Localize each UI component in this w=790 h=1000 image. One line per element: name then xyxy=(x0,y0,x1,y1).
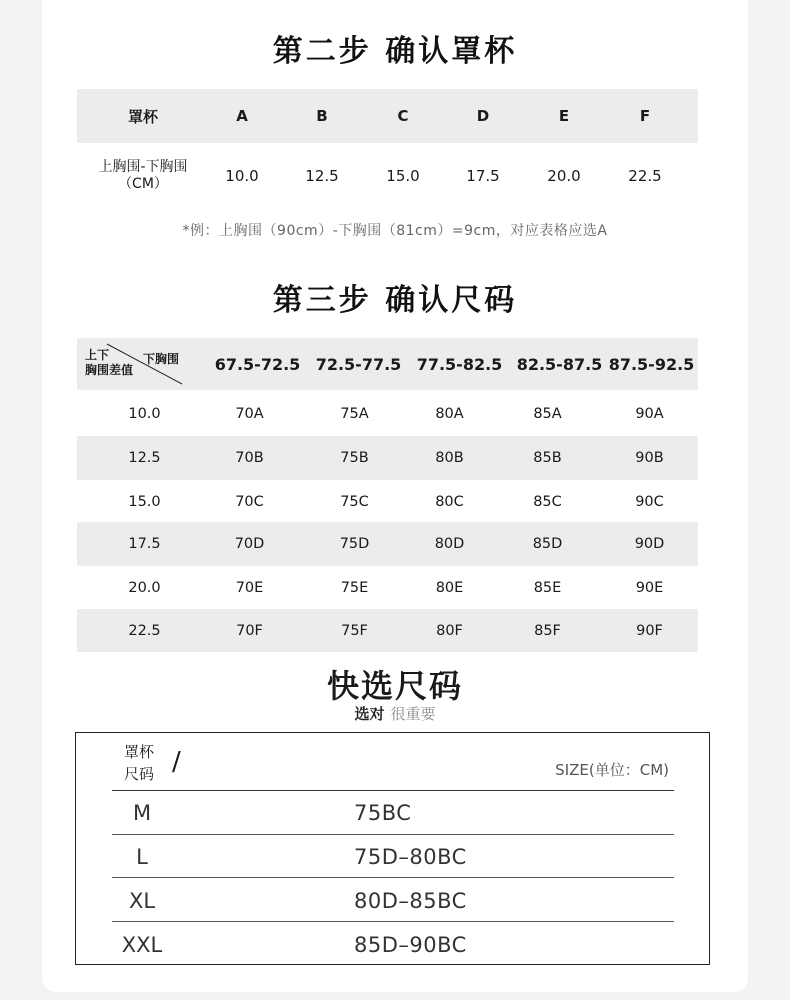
size-cell: 70E xyxy=(235,580,264,596)
size-cell: 70F xyxy=(236,622,263,639)
size-cell: 90E xyxy=(635,580,664,596)
band-column-3: 77.5-82.5 xyxy=(416,354,503,374)
corner-left-line2: 胸围差值 xyxy=(85,363,134,377)
size-cell: 90C xyxy=(635,494,664,510)
size-cell: 75C xyxy=(340,494,369,510)
size-cell: 85D xyxy=(532,536,563,552)
cup-value-c: 15.0 xyxy=(386,167,420,185)
size-cell: 75F xyxy=(341,622,368,639)
cup-header-b: B xyxy=(316,107,328,125)
size-cell: 90B xyxy=(635,450,664,466)
size-cell: 80B xyxy=(435,450,464,466)
table-row xyxy=(76,881,709,921)
table-row xyxy=(77,436,698,480)
table-row xyxy=(76,793,709,833)
quick-cups: 80D–85BC xyxy=(354,889,467,913)
band-column-4: 82.5-87.5 xyxy=(516,354,603,374)
cup-table-row xyxy=(77,146,698,206)
size-cell: 90A xyxy=(635,406,664,422)
row-divider xyxy=(112,877,674,878)
quick-subtitle-bold: 选对 xyxy=(354,705,385,723)
quick-cups: 75BC xyxy=(354,801,412,825)
table-row xyxy=(77,609,698,652)
size-cell: 75A xyxy=(340,406,369,422)
size-cell: 70A xyxy=(235,406,264,422)
row-divider xyxy=(112,834,674,835)
corner-right-label: 下胸围 xyxy=(143,352,180,366)
size-cell: 75E xyxy=(340,580,369,596)
cup-row-label-line1: 上胸围-下胸围 xyxy=(98,159,188,175)
table-row xyxy=(77,480,698,524)
quick-title: 快选尺码 xyxy=(326,667,463,705)
table-row xyxy=(77,392,698,436)
size-cell: 75D xyxy=(339,536,370,552)
size-cell: 85A xyxy=(533,406,562,422)
size-cell: 80C xyxy=(435,494,464,510)
quick-corner-slash: / xyxy=(172,747,181,777)
diff-cell: 12.5 xyxy=(128,450,161,466)
band-column-5: 87.5-92.5 xyxy=(608,354,695,374)
cup-header-c: C xyxy=(397,107,409,125)
cup-header-label: 罩杯 xyxy=(127,107,158,126)
size-cell: 90D xyxy=(634,536,665,552)
quick-corner-label xyxy=(124,741,154,785)
cup-table-header xyxy=(77,89,698,143)
cup-header-d: D xyxy=(476,107,490,125)
cup-value-b: 12.5 xyxy=(305,167,339,185)
example-note: *例：上胸围（90cm）-下胸围（81cm）=9cm，对应表格应选A xyxy=(182,223,608,239)
diff-cell: 17.5 xyxy=(128,536,161,552)
size-cell: 70C xyxy=(235,494,264,510)
quick-cups: 85D–90BC xyxy=(354,933,467,957)
quick-corner-line1: 罩杯 xyxy=(124,743,155,761)
quick-subtitle-light: 很重要 xyxy=(390,705,436,723)
table-row xyxy=(76,925,709,965)
cup-row-label xyxy=(77,146,209,206)
corner-left-label xyxy=(85,348,133,378)
corner-left-line1: 上下 xyxy=(85,348,110,362)
row-divider xyxy=(112,921,674,922)
diff-cell: 22.5 xyxy=(128,622,161,639)
quick-corner-line2: 尺码 xyxy=(124,765,155,783)
table-row xyxy=(76,837,709,877)
size-cell: 70B xyxy=(235,450,264,466)
cup-header-e: E xyxy=(558,107,570,125)
size-cell: 80D xyxy=(434,536,465,552)
cup-header-a: A xyxy=(236,107,248,125)
quick-size: L xyxy=(136,845,148,869)
quick-unit-label: SIZE(单位：CM) xyxy=(555,761,669,779)
quick-header-divider xyxy=(112,790,674,791)
size-cell: 85E xyxy=(533,580,562,596)
step3-title: 第三步 确认尺码 xyxy=(272,283,518,318)
band-column-2: 72.5-77.5 xyxy=(315,354,402,374)
table-row xyxy=(77,522,698,566)
diff-cell: 10.0 xyxy=(128,406,161,422)
size-cell: 90F xyxy=(636,622,663,639)
size-cell: 80E xyxy=(435,580,464,596)
cup-value-f: 22.5 xyxy=(628,167,662,185)
step2-title: 第二步 确认罩杯 xyxy=(272,34,518,69)
size-cell: 80A xyxy=(435,406,464,422)
quick-size: XXL xyxy=(121,933,163,957)
size-cell: 85B xyxy=(533,450,562,466)
size-table-corner xyxy=(77,338,202,390)
quick-cups: 75D–80BC xyxy=(354,845,467,869)
size-cell: 80F xyxy=(436,622,463,639)
cup-value-e: 20.0 xyxy=(547,167,581,185)
cup-value-a: 10.0 xyxy=(225,167,259,185)
diff-cell: 20.0 xyxy=(128,580,161,596)
size-cell: 75B xyxy=(340,450,369,466)
table-row xyxy=(77,566,698,610)
size-table-header xyxy=(77,338,698,390)
band-column-1: 67.5-72.5 xyxy=(214,354,301,374)
size-cell: 70D xyxy=(234,536,265,552)
quick-subtitle xyxy=(0,703,790,724)
cup-header-f: F xyxy=(639,107,651,125)
size-cell: 85F xyxy=(534,622,561,639)
cup-value-d: 17.5 xyxy=(466,167,500,185)
cup-row-label-line2: （CM） xyxy=(118,176,168,192)
quick-size: M xyxy=(132,801,152,825)
quick-size: XL xyxy=(128,889,156,913)
quick-size-table xyxy=(75,732,710,965)
size-cell: 85C xyxy=(533,494,562,510)
diff-cell: 15.0 xyxy=(128,494,161,510)
